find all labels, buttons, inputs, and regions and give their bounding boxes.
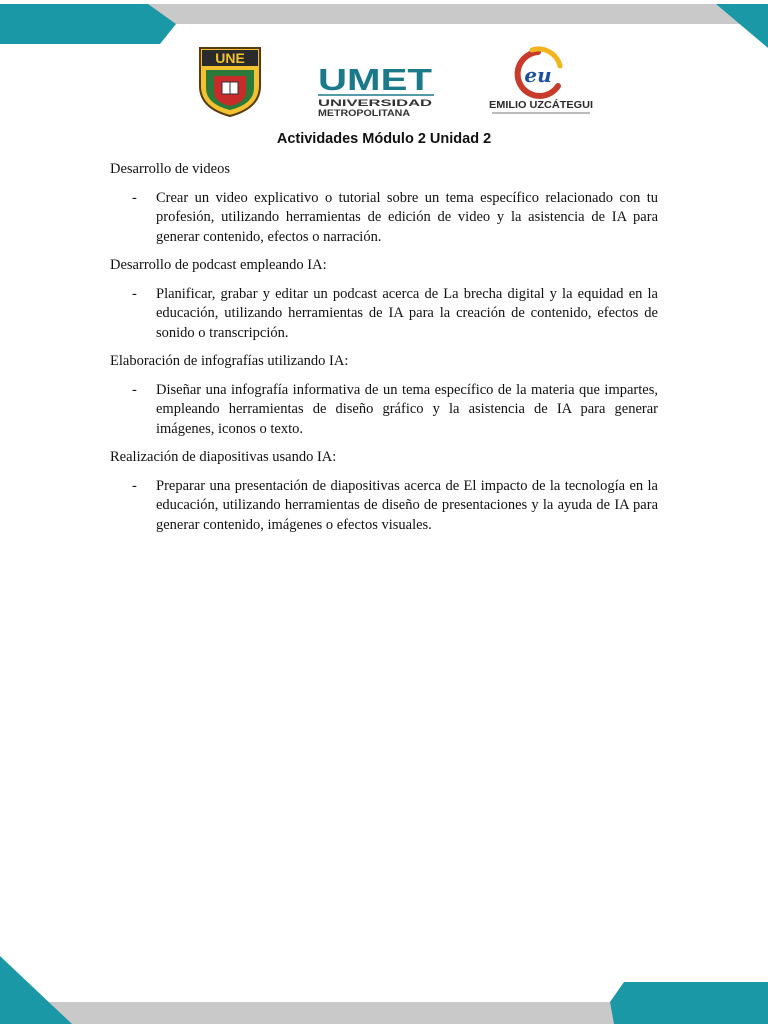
bullet-dash: -	[132, 189, 137, 206]
document-title: Actividades Módulo 2 Unidad 2	[276, 131, 492, 147]
eu-logo-mark: eu	[524, 63, 552, 87]
umet-logo	[318, 64, 436, 120]
umet-logo-line1: UNIVERSIDAD	[318, 98, 433, 108]
bullet-dash: -	[132, 285, 137, 302]
bottom-right-teal-band	[610, 982, 768, 1024]
top-left-teal-band	[0, 4, 176, 44]
section-heading: Realización de diapositivas usando IA:	[110, 449, 337, 465]
section-videos	[110, 160, 658, 247]
section-heading: Desarrollo de videos	[110, 161, 230, 177]
list-item	[110, 189, 658, 248]
list-item	[110, 285, 658, 344]
list-item-text: Diseñar una infografía informativa de un tema específico de la materia que impartes, empleando herramientas de diseño gráfico y la asistencia de IA para generar imágenes, iconos o texto.	[156, 381, 658, 437]
emilio-uzcategui-logo	[486, 46, 596, 120]
list-item-text: Crear un video explicativo o tutorial sobre un tema específico relacionado con tu profesión, utilizando herramientas de edición de video y la asistencia de IA para generar contenido, efectos o narración.	[156, 189, 658, 245]
section-heading: Desarrollo de podcast empleando IA:	[110, 257, 327, 273]
list-item-text: Planificar, grabar y editar un podcast acerca de La brecha digital y la equidad en la educación, utilizando herramientas de IA para la creación de contenido, efectos de sonido o transcripción.	[156, 285, 658, 341]
eu-logo-name: EMILIO UZCÁTEGUI	[489, 100, 585, 111]
section-slides	[110, 448, 658, 535]
section-podcast	[110, 256, 658, 343]
bullet-dash: -	[132, 477, 137, 494]
list-item	[110, 477, 658, 536]
umet-logo-line2: METROPOLITANA	[318, 108, 411, 118]
top-gray-band	[140, 4, 768, 24]
umet-logo-main: UMET	[318, 64, 433, 97]
list-item-text: Preparar una presentación de diapositivas acerca de El impacto de la tecnología en la educación, utilizando herramientas de diseño de presentaciones y la ayuda de IA para generar contenido, imágenes o efectos visuales.	[156, 477, 658, 533]
list-item	[110, 381, 658, 440]
bottom-gray-band	[40, 1002, 650, 1024]
bullet-dash: -	[132, 381, 137, 398]
une-logo-text: UNE	[215, 50, 245, 66]
document-body	[110, 158, 658, 544]
une-logo	[196, 46, 264, 118]
section-infographics	[110, 352, 658, 439]
section-heading: Elaboración de infografías utilizando IA:	[110, 353, 349, 369]
